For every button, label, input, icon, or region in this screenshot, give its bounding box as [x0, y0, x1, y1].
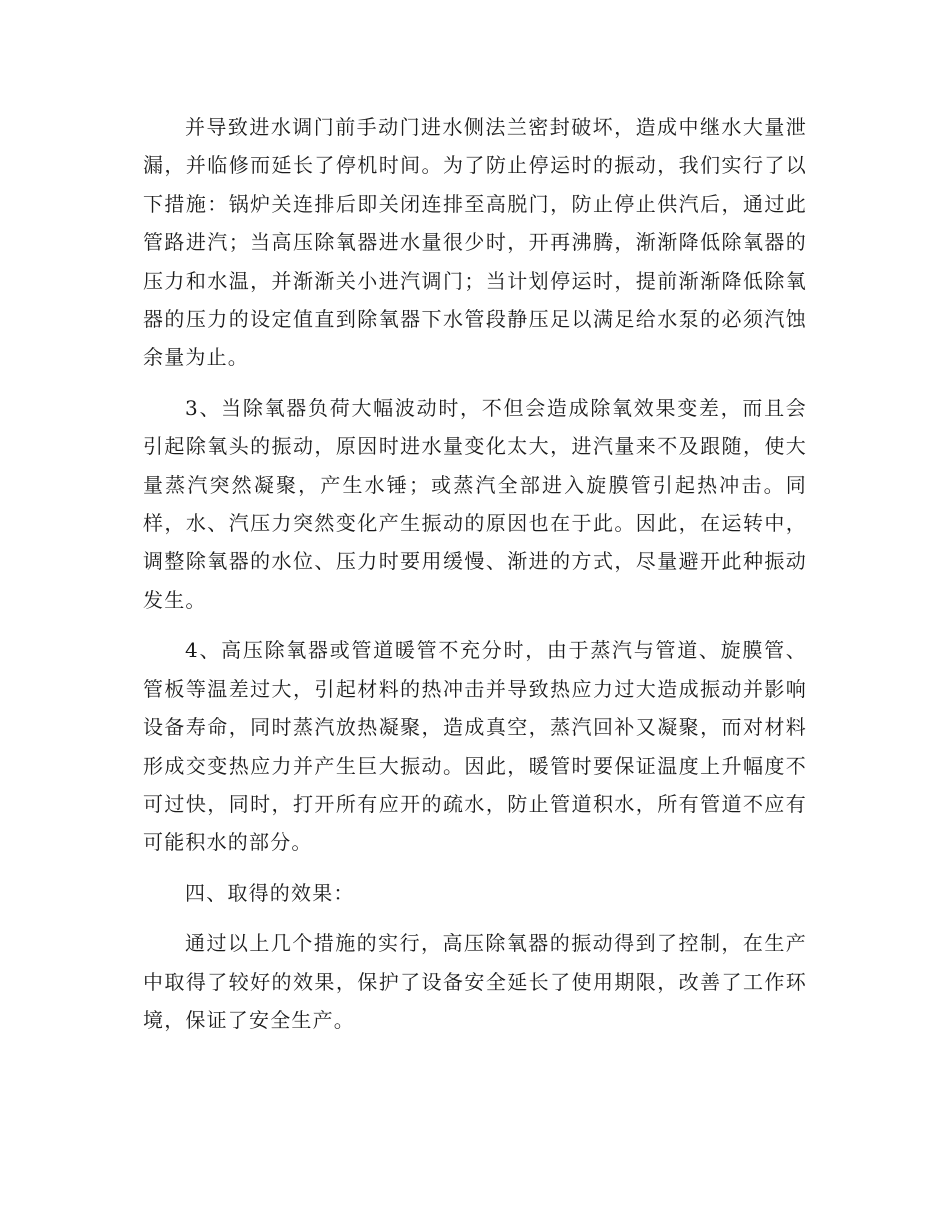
paragraph-pipe-warming: 4、高压除氧器或管道暖管不充分时，由于蒸汽与管道、旋膜管、管板等温差过大，引起材料的热冲击并导致热应力过大造成振动并影响设备寿命，同时蒸汽放热凝聚，造成真空，蒸汽回补又凝聚，而对材料形成交变热应力并产生巨大振动。因此，暖管时要保证温度上升幅度不可过快，同时，打开所有应开的疏水，防止管道积水，所有管道不应有可能积水的部分。 — [143, 638, 807, 855]
paragraph-shutdown-measures: 并导致进水调门前手动门进水侧法兰密封破坏，造成中继水大量泄漏，并临修而延长了停机时间。为了防止停运时的振动，我们实行了以下措施：锅炉关连排后即关闭连排至高脱门，防止停止供汽后，通过此管路进汽；当高压除氧器进水量很少时，开再沸腾，渐渐降低除氧器的压力和水温，并渐渐关小进汽调门；当计划停运时，提前渐渐降低除氧器的压力的设定值直到除氧器下水管段静压足以满足给水泵的必须汽蚀余量为止。 — [143, 115, 807, 370]
document-body — [143, 108, 807, 1051]
paragraph-load-fluctuation: 3、当除氧器负荷大幅波动时，不但会造成除氧效果变差，而且会引起除氧头的振动，原因时进水量变化太大，进汽量来不及跟随，使大量蒸汽突然凝聚，产生水锤；或蒸汽全部进入旋膜管引起热冲击。同样，水、汽压力突然变化产生振动的原因也在于此。因此，在运转中，调整除氧器的水位、压力时要用缓慢、渐进的方式，尽量避开此种振动发生。 — [143, 395, 807, 612]
paragraph-results: 通过以上几个措施的实行，高压除氧器的振动得到了控制，在生产中取得了较好的效果，保护了设备安全延长了使用期限，改善了工作环境，保证了安全生产。 — [143, 931, 807, 1032]
section-heading-results: 四、取得的效果： — [185, 880, 355, 905]
